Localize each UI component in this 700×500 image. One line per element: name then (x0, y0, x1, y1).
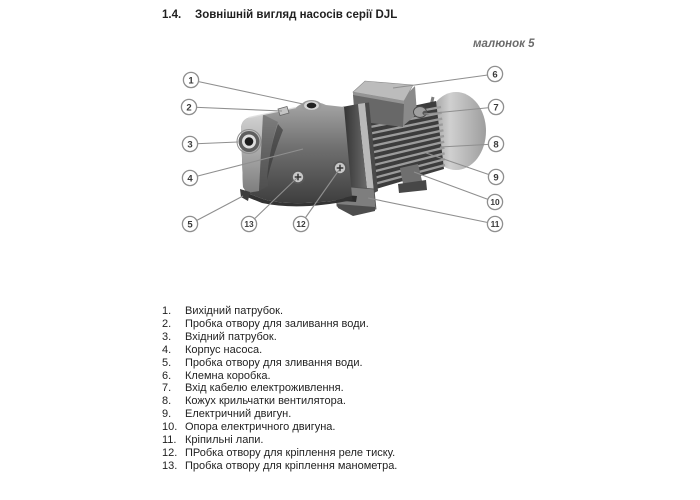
callout-3 (182, 136, 197, 151)
part-item-11 (162, 434, 397, 447)
svg-text:3: 3 (187, 139, 193, 151)
inlet-port (237, 130, 261, 154)
callout-13 (241, 216, 256, 231)
callout-2 (181, 99, 196, 114)
callout-8 (488, 136, 503, 151)
pump-illustration (237, 81, 486, 216)
part-number: 12. (162, 446, 178, 459)
svg-text:2: 2 (186, 102, 192, 114)
svg-text:9: 9 (493, 172, 499, 184)
part-item-6 (162, 370, 397, 383)
part-label: Пробка отвору для зливання води. (185, 356, 363, 369)
pump-casing (241, 102, 353, 207)
part-item-8 (162, 395, 397, 408)
figure-label: малюнок 5 (473, 38, 535, 50)
part-item-7 (162, 382, 397, 395)
part-number: 5. (162, 356, 172, 369)
part-label: Вхід кабелю електроживлення. (185, 382, 344, 395)
svg-text:10: 10 (490, 197, 500, 208)
part-number: 7. (162, 382, 172, 395)
outlet-port (302, 100, 322, 112)
callout-7 (488, 99, 503, 114)
callout-4 (182, 170, 197, 185)
part-label: Вхідний патрубок. (185, 330, 277, 343)
callout-12 (293, 216, 308, 231)
part-item-10 (162, 421, 397, 434)
pump-diagram (160, 60, 520, 245)
part-item-13 (162, 460, 397, 473)
part-number: 6. (162, 369, 172, 382)
part-label: Пробка отвору для заливання води. (185, 317, 369, 330)
part-label: Опора електричного двигуна. (185, 421, 336, 434)
svg-text:8: 8 (493, 139, 499, 151)
callout-1 (183, 72, 198, 87)
section-number: 1.4. (162, 9, 182, 21)
part-item-1 (162, 305, 397, 318)
svg-text:4: 4 (187, 173, 193, 185)
part-number: 11. (162, 434, 177, 447)
part-number: 4. (162, 343, 172, 356)
svg-text:12: 12 (296, 219, 306, 230)
part-item-4 (162, 344, 397, 357)
part-label: Кожух крильчатки вентилятора. (185, 395, 346, 408)
part-number: 10. (162, 421, 178, 434)
svg-text:7: 7 (493, 102, 499, 114)
part-item-5 (162, 357, 397, 370)
part-label: Пробка отвору для кріплення манометра. (185, 459, 398, 472)
svg-text:1: 1 (188, 75, 194, 87)
part-label: Корпус насоса. (185, 343, 263, 356)
svg-text:5: 5 (187, 219, 193, 231)
part-number: 13. (162, 459, 178, 472)
part-label: Кріпильні лапи. (185, 434, 264, 447)
callout-6 (487, 66, 502, 81)
svg-text:13: 13 (244, 219, 254, 230)
svg-text:11: 11 (490, 219, 500, 230)
callout-5 (182, 216, 197, 231)
part-label: Клемна коробка. (185, 369, 271, 382)
callout-9 (488, 169, 503, 184)
manometer-plug-screw (333, 161, 347, 175)
part-item-3 (162, 331, 397, 344)
part-number: 8. (162, 395, 172, 408)
part-item-2 (162, 318, 397, 331)
callout-11 (487, 216, 502, 231)
part-number: 3. (162, 330, 172, 343)
part-item-12 (162, 447, 397, 460)
part-number: 1. (162, 305, 172, 317)
part-number: 9. (162, 408, 172, 421)
part-number: 2. (162, 317, 172, 330)
callout-10 (487, 194, 502, 209)
part-label: Електричний двигун. (185, 408, 292, 421)
parts-list (162, 305, 397, 473)
section-title: Зовнішній вигляд насосів серії DJL (195, 9, 398, 21)
part-label: ПРобка отвору для кріплення реле тиску. (185, 446, 396, 459)
part-label: Вихідний патрубок. (185, 305, 284, 317)
part-item-9 (162, 408, 397, 421)
svg-text:6: 6 (492, 69, 498, 81)
